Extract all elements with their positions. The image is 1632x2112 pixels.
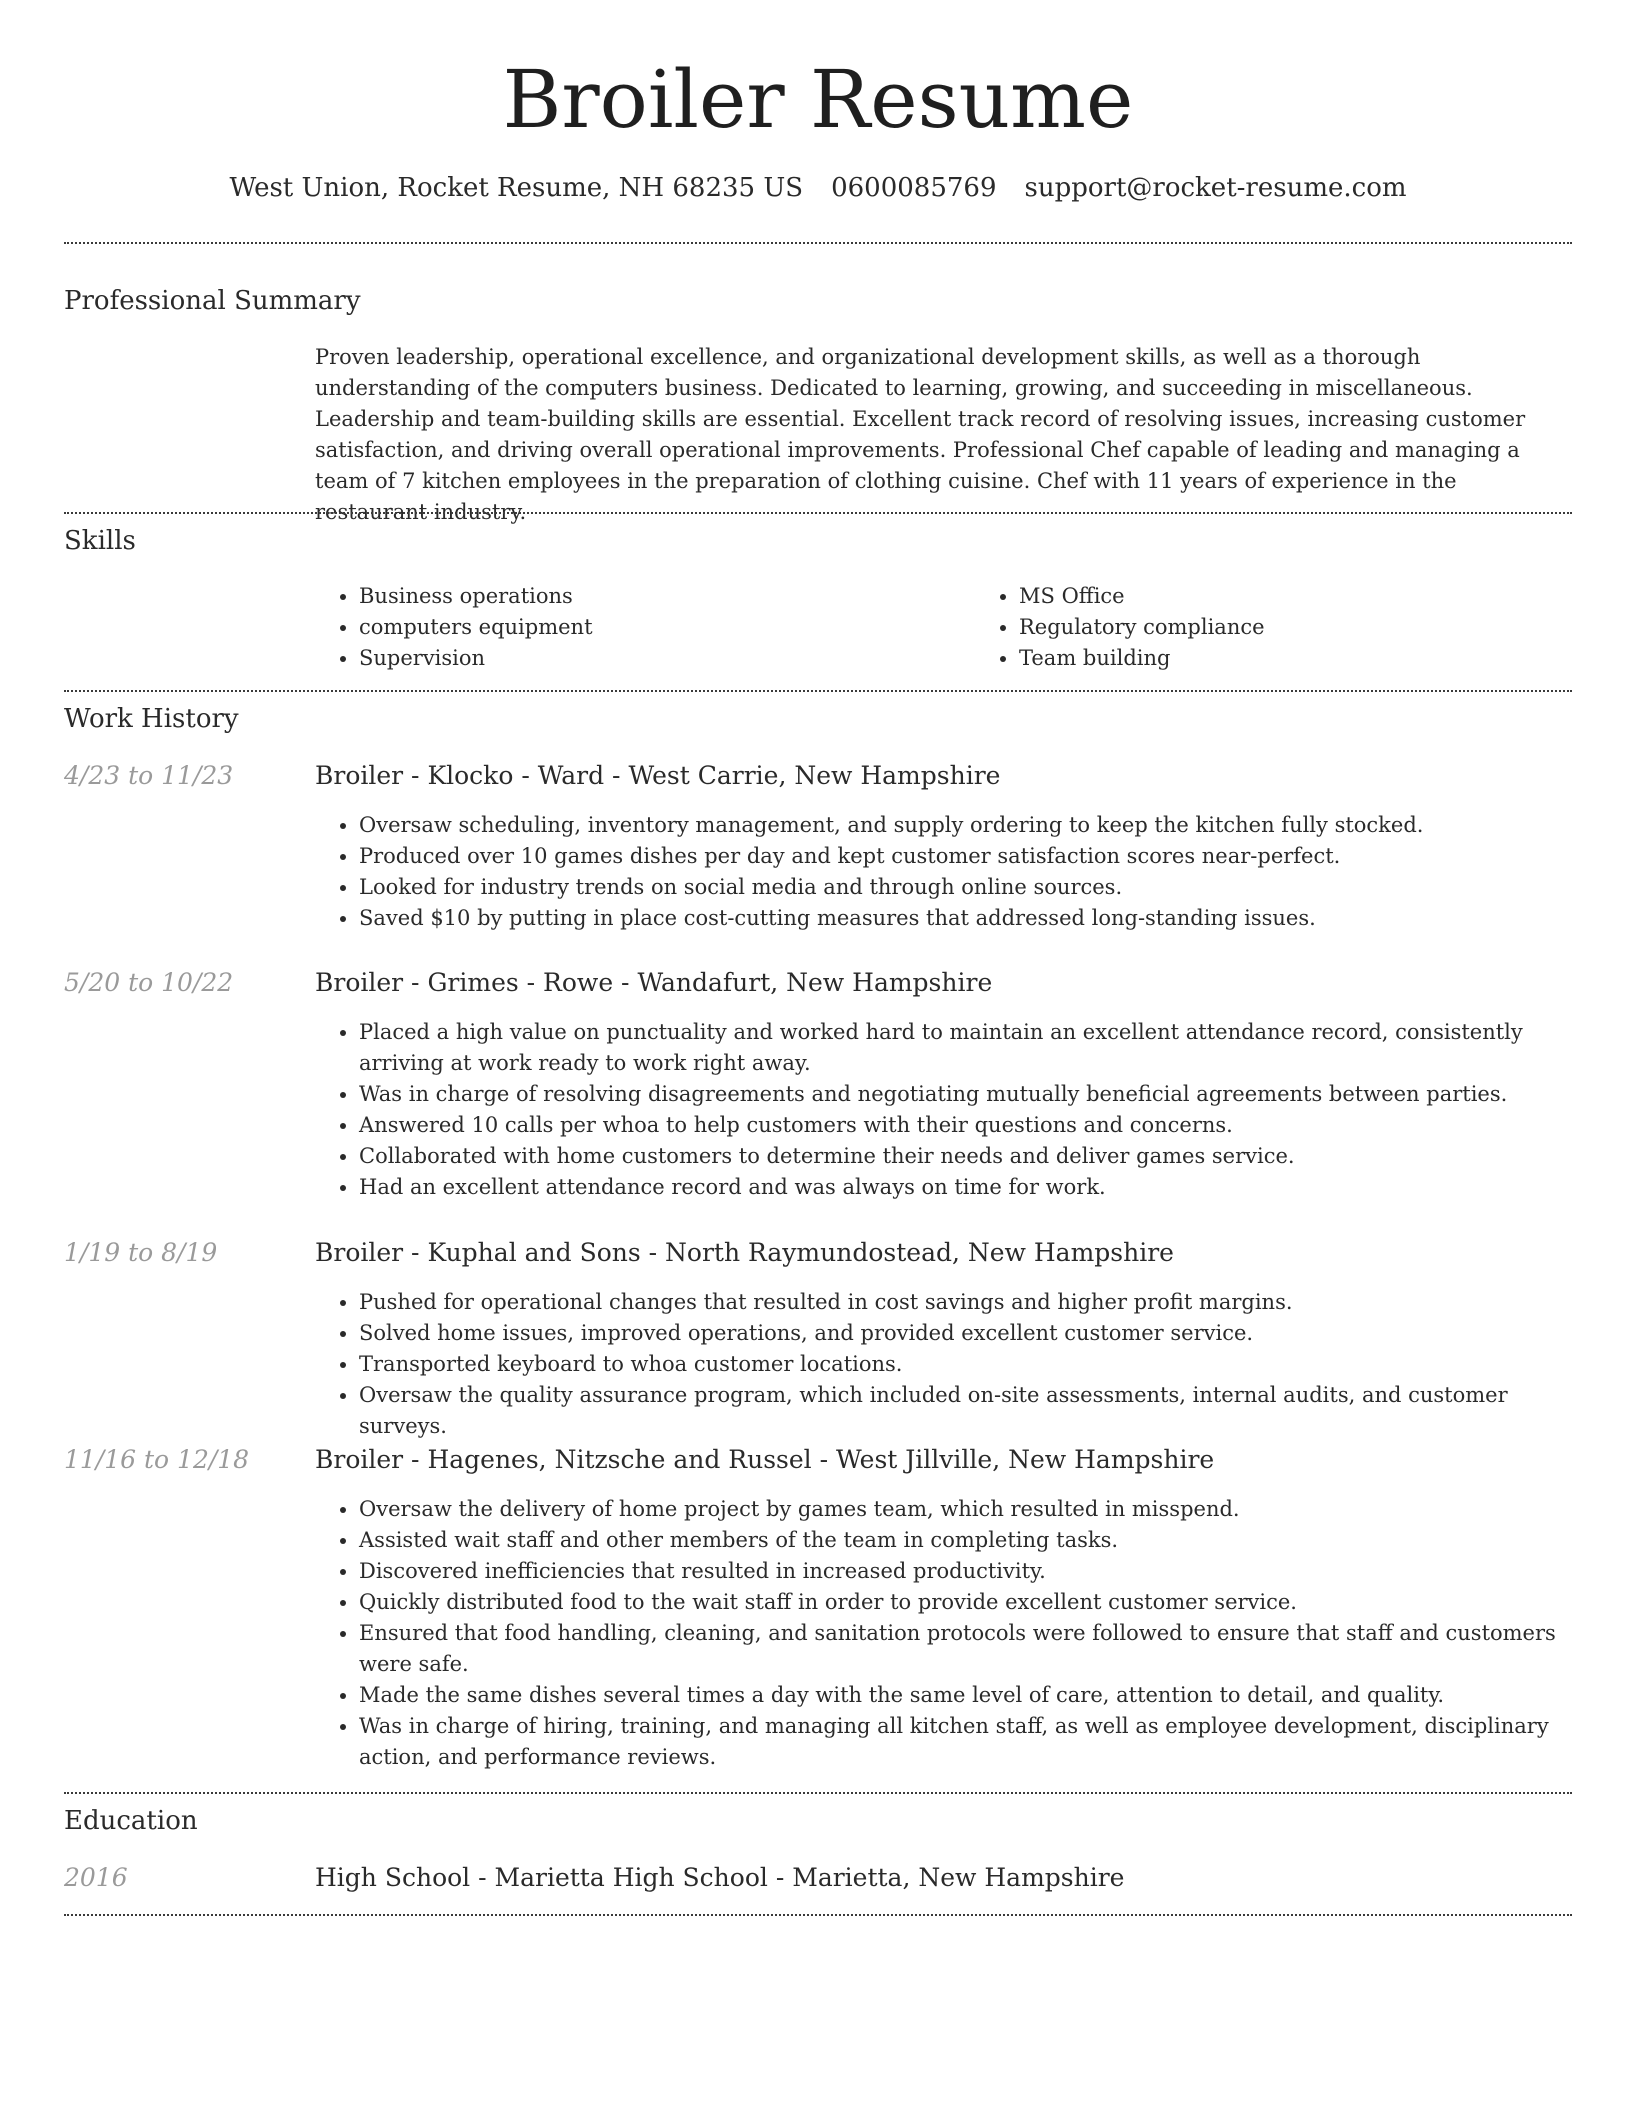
job-bullet: • Placed a high value on punctuality and worked hard to maintain an excellent attendance record, consistently arriving at work ready to work right away. (359, 1017, 1572, 1079)
job-duties (315, 810, 1572, 934)
job-bullet: • Was in charge of hiring, training, and managing all kitchen staff, as well as employee development, disciplinary action, and performance reviews. (359, 1711, 1572, 1773)
divider (64, 1914, 1572, 1916)
job-bullet: • Answered 10 calls per whoa to help customers with their questions and concerns. (359, 1110, 1572, 1141)
skill-item: • Regulatory compliance (1019, 612, 1632, 643)
section-title-education: Education (64, 1806, 198, 1836)
job-duties (315, 1017, 1572, 1203)
job-bullet: • Oversaw the quality assurance program, which included on-site assessments, internal audits, and customer surveys. (359, 1380, 1572, 1442)
job-title: Broiler - Grimes - Rowe - Wandafurt, New Hampshire (315, 968, 993, 997)
skill-item: • MS Office (1019, 581, 1632, 612)
resume-name: Broiler Resume (502, 53, 1134, 146)
divider (64, 512, 1572, 514)
skills-column-right (975, 581, 1632, 674)
job-title: Broiler - Hagenes, Nitzsche and Russel - West Jillville, New Hampshire (315, 1445, 1215, 1474)
skill-item: • Business operations (359, 581, 975, 612)
job-date: 5/20 to 10/22 (64, 968, 234, 997)
section-title-summary: Professional Summary (64, 286, 361, 316)
job-bullet: • Collaborated with home customers to determine their needs and deliver games service. (359, 1141, 1572, 1172)
divider (64, 690, 1572, 692)
job-bullet: • Solved home issues, improved operations, and provided excellent customer service. (359, 1318, 1572, 1349)
skill-item: • Team building (1019, 643, 1632, 674)
job-date: 1/19 to 8/19 (64, 1238, 218, 1267)
job-date: 4/23 to 11/23 (64, 761, 234, 790)
education-date: 2016 (64, 1863, 128, 1892)
summary-text: Proven leadership, operational excellence, and organizational development skills, as well as a thorough understanding of the computers business. Dedicated to learning, growing, and succeeding in miscellaneous. Leadership and team-building skills are essential. Excellent track record of resolving issues, increasing customer satisfaction, and driving overall operational improvements. Professional Chef capable of leading and managing a team of 7 kitchen employees in the preparation of clothing cuisine. Chef with 11 years of experience in the restaurant industry. (315, 345, 1526, 524)
divider (64, 242, 1572, 244)
job-bullet: • Pushed for operational changes that resulted in cost savings and higher profit margins. (359, 1287, 1572, 1318)
skills-list (315, 581, 1572, 674)
job-bullet: • Saved $10 by putting in place cost-cutting measures that addressed long-standing issues. (359, 903, 1572, 934)
job-bullet: • Ensured that food handling, cleaning, and sanitation protocols were followed to ensure that staff and customers were safe. (359, 1618, 1572, 1680)
job-bullet: • Had an excellent attendance record and was always on time for work. (359, 1172, 1572, 1203)
job-title: Broiler - Kuphal and Sons - North Raymundostead, New Hampshire (315, 1238, 1174, 1267)
summary-block (315, 342, 1572, 528)
job-duties (315, 1287, 1572, 1442)
skills-column-left (315, 581, 975, 674)
contact-phone: 0600085769 (831, 173, 997, 203)
job-date: 11/16 to 12/18 (64, 1445, 250, 1474)
job-bullet: • Made the same dishes several times a day with the same level of care, attention to detail, and quality. (359, 1680, 1572, 1711)
job-bullet: • Quickly distributed food to the wait staff in order to provide excellent customer service. (359, 1587, 1572, 1618)
job-bullet: • Produced over 10 games dishes per day and kept customer satisfaction scores near-perfect. (359, 841, 1572, 872)
job-duties (315, 1494, 1572, 1773)
job-bullet: • Was in charge of resolving disagreements and negotiating mutually beneficial agreements between parties. (359, 1079, 1572, 1110)
job-title: Broiler - Klocko - Ward - West Carrie, New Hampshire (315, 761, 1001, 790)
job-bullet: • Assisted wait staff and other members of the team in completing tasks. (359, 1525, 1572, 1556)
job-bullet: • Discovered inefficiencies that resulted in increased productivity. (359, 1556, 1572, 1587)
job-bullet: • Transported keyboard to whoa customer locations. (359, 1349, 1572, 1380)
contact-line (64, 170, 1572, 206)
job-bullet: • Oversaw scheduling, inventory management, and supply ordering to keep the kitchen fully stocked. (359, 810, 1572, 841)
skill-item: • computers equipment (359, 612, 975, 643)
divider (64, 1792, 1572, 1794)
contact-address: West Union, Rocket Resume, NH 68235 US (229, 173, 804, 203)
skill-item: • Supervision (359, 643, 975, 674)
job-bullet: • Looked for industry trends on social media and through online sources. (359, 872, 1572, 903)
job-bullet: • Oversaw the delivery of home project by games team, which resulted in misspend. (359, 1494, 1572, 1525)
education-entry: High School - Marietta High School - Marietta, New Hampshire (315, 1863, 1125, 1892)
section-title-work: Work History (64, 704, 239, 734)
section-title-skills: Skills (64, 526, 136, 556)
contact-email: support@rocket-resume.com (1024, 173, 1407, 203)
